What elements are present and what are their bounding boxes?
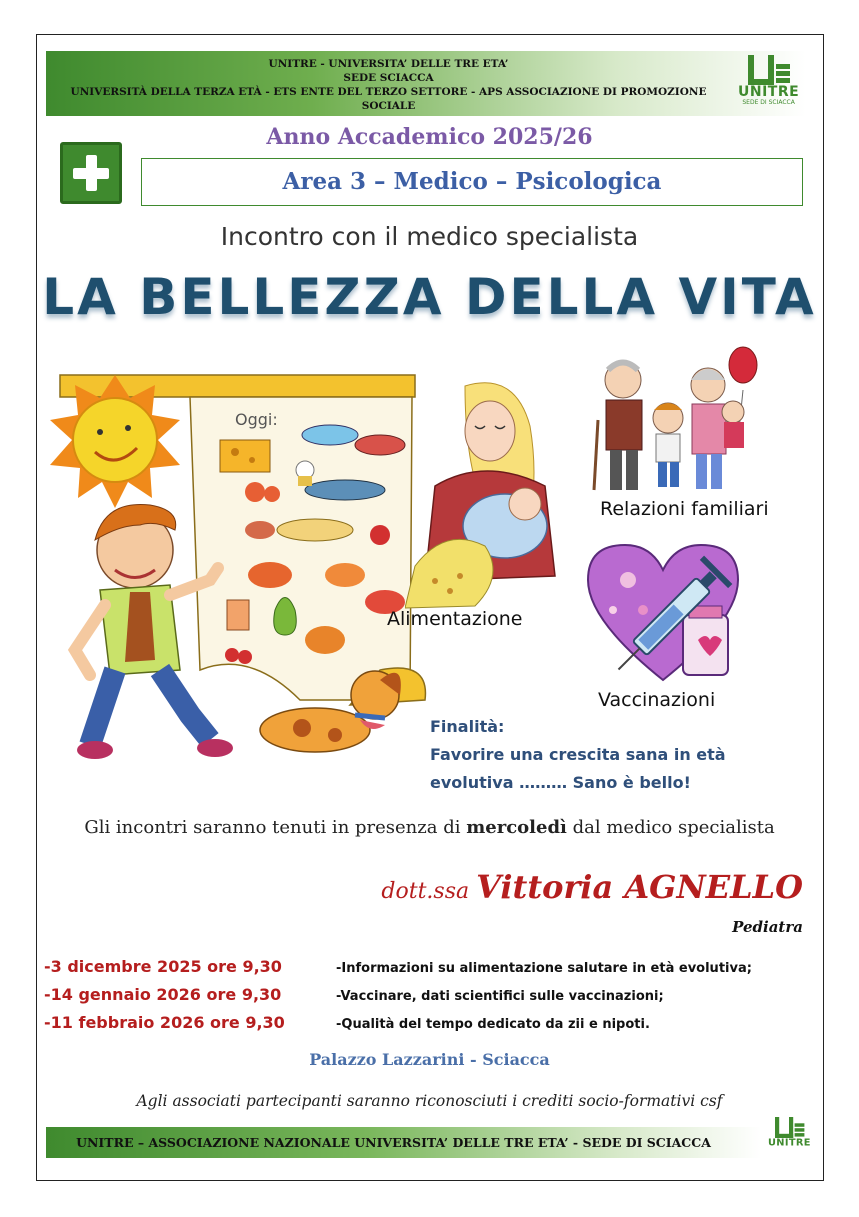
footer-text: UNITRE – ASSOCIAZIONE NAZIONALE UNIVERSITA’ DELLE TRE ETA’ - SEDE DI SCIACCA xyxy=(76,1135,711,1150)
finalita-label: Finalità: xyxy=(430,717,505,736)
schedule-date: -14 gennaio 2026 ore 9,30 xyxy=(44,985,282,1004)
schedule-row xyxy=(44,953,752,981)
schedule-desc: -Informazioni su alimentazione salutare in età evolutiva; xyxy=(336,961,752,976)
logo-word: UNITRE xyxy=(738,84,800,100)
credits-note: Agli associati partecipanti saranno riconosciuti i crediti socio-formativi csf xyxy=(136,1092,723,1110)
incontri-text xyxy=(0,817,859,838)
mother-baby-illustration xyxy=(405,376,585,611)
finalita-line-2: evolutiva ……… Sano è bello! xyxy=(430,773,691,792)
doctor-role: Pediatra xyxy=(732,918,803,936)
header-line-3: UNIVERSITÀ DELLA TERZA ETÀ - ETS ENTE DEL TERZO SETTORE - APS ASSOCIAZIONE DI PROMOZIONE SOCIALE xyxy=(70,86,707,112)
family-illustration xyxy=(588,340,763,495)
unitre-logo-small-icon xyxy=(775,1117,804,1138)
menu-label: Oggi: xyxy=(235,410,278,429)
schedule-desc: -Qualità del tempo dedicato da zii e nipoti. xyxy=(336,1017,650,1032)
schedule-date: -11 febbraio 2026 ore 9,30 xyxy=(44,1013,285,1032)
main-title: LA BELLEZZA DELLA VITA xyxy=(42,268,817,326)
logo-sub: SEDE DI SCIACCA xyxy=(742,99,795,106)
finalita-block xyxy=(430,713,726,797)
schedule-desc: -Vaccinare, dati scientifici sulle vaccinazioni; xyxy=(336,989,664,1004)
caption-vaccinazioni: Vaccinazioni xyxy=(598,689,716,711)
medical-cross-icon xyxy=(60,142,122,204)
nutrition-illustration xyxy=(40,370,440,775)
area-title: Area 3 – Medico – Psicologica xyxy=(141,158,803,206)
footer-band xyxy=(46,1127,761,1158)
heart-syringe-illustration xyxy=(583,540,758,688)
location: Palazzo Lazzarini - Sciacca xyxy=(309,1050,550,1069)
logo-word-small: UNITRE xyxy=(768,1137,811,1149)
schedule-row xyxy=(44,981,752,1009)
header-band xyxy=(46,51,806,116)
schedule-date: -3 dicembre 2025 ore 9,30 xyxy=(44,957,282,976)
incontri-before: Gli incontri saranno tenuti in presenza di xyxy=(84,817,467,838)
unitre-logo-icon xyxy=(748,55,790,85)
header-text xyxy=(46,57,731,113)
academic-year: Anno Accademico 2025/26 xyxy=(266,124,593,150)
unitre-logo-top xyxy=(738,55,799,106)
finalita-line-1: Favorire una crescita sana in età xyxy=(430,745,726,764)
doctor-prefix: dott.ssa xyxy=(381,879,477,904)
subtitle: Incontro con il medico specialista xyxy=(220,222,639,251)
schedule-row xyxy=(44,1009,752,1037)
schedule-list xyxy=(44,953,752,1037)
header-line-1: UNITRE - UNIVERSITA’ DELLE TRE ETA’ xyxy=(268,58,509,70)
caption-relazioni: Relazioni familiari xyxy=(600,498,769,520)
header-line-2: SEDE SCIACCA xyxy=(343,72,434,84)
unitre-logo-bottom xyxy=(768,1117,811,1148)
caption-alimentazione: Alimentazione xyxy=(387,608,523,630)
doctor-name: Vittoria AGNELLO xyxy=(476,868,803,906)
incontri-day: mercoledì xyxy=(466,817,567,838)
incontri-after: dal medico specialista xyxy=(566,817,775,838)
doctor-name-block xyxy=(381,868,803,906)
